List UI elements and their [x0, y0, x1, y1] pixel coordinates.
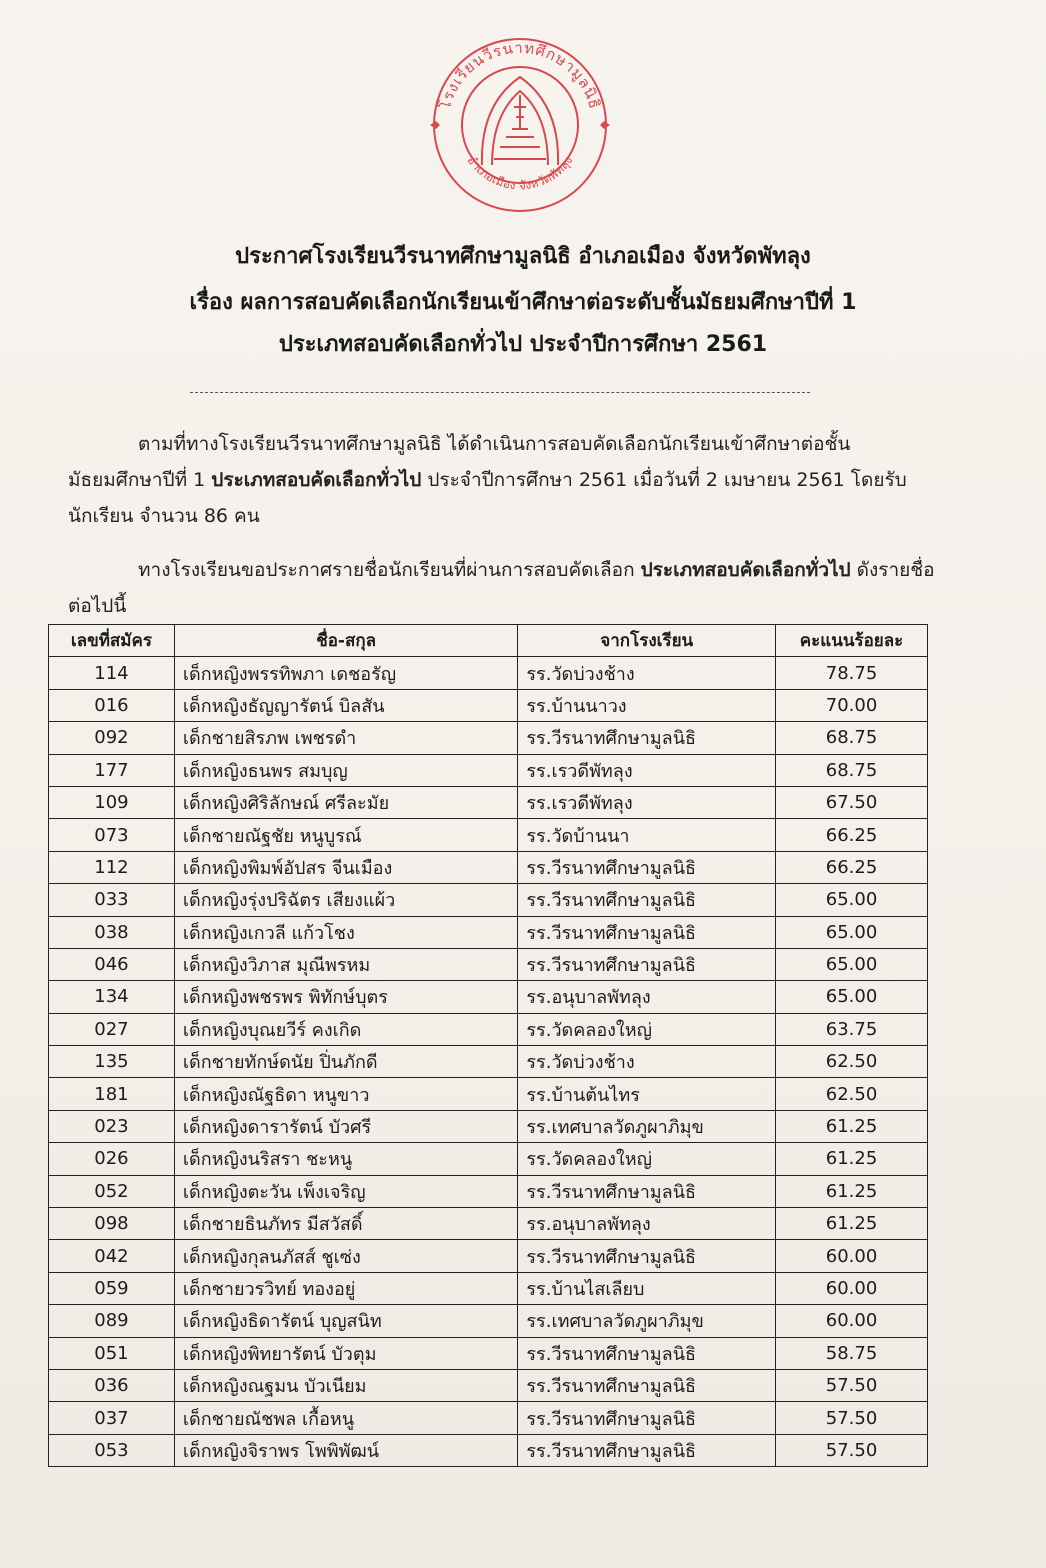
table-row	[49, 1402, 928, 1434]
applicant-no-cell: 038	[49, 916, 175, 948]
score-cell: 68.75	[776, 722, 928, 754]
score-cell: 57.50	[776, 1434, 928, 1466]
table-row	[49, 1434, 928, 1466]
student-name-cell: เด็กหญิงจิราพร โพพิพัฒน์	[174, 1434, 518, 1466]
student-name-cell: เด็กหญิงวิภาส มุณีพรหม	[174, 948, 518, 980]
applicant-no-cell: 016	[49, 689, 175, 721]
applicant-no-cell: 052	[49, 1175, 175, 1207]
student-name-cell: เด็กหญิงพิมพ์อัปสร จีนเมือง	[174, 851, 518, 883]
student-name-cell: เด็กหญิงดารารัตน์ บัวศรี	[174, 1110, 518, 1142]
school-cell: รร.เทศบาลวัดภูผาภิมุข	[518, 1305, 776, 1337]
header-score-percent: คะแนนร้อยละ	[776, 625, 928, 657]
applicant-no-cell: 026	[49, 1143, 175, 1175]
applicant-no-cell: 053	[49, 1434, 175, 1466]
student-name-cell: เด็กชายสิรภพ เพชรดำ	[174, 722, 518, 754]
score-cell: 60.00	[776, 1272, 928, 1304]
dashed-divider	[190, 392, 810, 393]
table-row	[49, 916, 928, 948]
score-cell: 57.50	[776, 1402, 928, 1434]
school-cell: รร.วีรนาทศึกษามูลนิธิ	[518, 722, 776, 754]
heading-line-1: ประกาศโรงเรียนวีรนาทศึกษามูลนิธิ อำเภอเมือง จังหวัดพัทลุง	[235, 244, 811, 269]
applicant-no-cell: 098	[49, 1208, 175, 1240]
table-row	[49, 1046, 928, 1078]
applicant-no-cell: 089	[49, 1305, 175, 1337]
paragraph-1-bold: ประเภทสอบคัดเลือกทั่วไป	[211, 469, 422, 491]
school-cell: รร.วัดบ่วงช้าง	[518, 1046, 776, 1078]
applicant-no-cell: 073	[49, 819, 175, 851]
school-cell: รร.บ้านนาวง	[518, 689, 776, 721]
school-cell: รร.วัดคลองใหญ่	[518, 1013, 776, 1045]
table-row	[49, 786, 928, 818]
student-name-cell: เด็กหญิงกุลนภัสส์ ชูเซ่ง	[174, 1240, 518, 1272]
score-cell: 65.00	[776, 884, 928, 916]
table-row	[49, 754, 928, 786]
table-row	[49, 884, 928, 916]
header-applicant-no: เลขที่สมัคร	[49, 625, 175, 657]
table-row	[49, 1013, 928, 1045]
table-row	[49, 722, 928, 754]
score-cell: 58.75	[776, 1337, 928, 1369]
table-row	[49, 1110, 928, 1142]
school-cell: รร.บ้านไสเลียบ	[518, 1272, 776, 1304]
applicant-no-cell: 023	[49, 1110, 175, 1142]
table-row	[49, 689, 928, 721]
student-name-cell: เด็กหญิงพิทยารัตน์ บัวตุม	[174, 1337, 518, 1369]
applicant-no-cell: 042	[49, 1240, 175, 1272]
student-name-cell: เด็กหญิงตะวัน เพ็งเจริญ	[174, 1175, 518, 1207]
school-cell: รร.อนุบาลพัทลุง	[518, 1208, 776, 1240]
student-name-cell: เด็กหญิงรุ่งปริฉัตร เสียงแผ้ว	[174, 884, 518, 916]
applicant-no-cell: 027	[49, 1013, 175, 1045]
applicant-no-cell: 046	[49, 948, 175, 980]
student-name-cell: เด็กหญิงเกวลี แก้วโชง	[174, 916, 518, 948]
applicant-no-cell: 033	[49, 884, 175, 916]
header-from-school: จากโรงเรียน	[518, 625, 776, 657]
heading-line-3: ประเภทสอบคัดเลือกทั่วไป ประจำปีการศึกษา 2561	[278, 332, 768, 357]
applicant-no-cell: 177	[49, 754, 175, 786]
school-cell: รร.วัดบ้านนา	[518, 819, 776, 851]
student-name-cell: เด็กหญิงนริสรา ชะหนู	[174, 1143, 518, 1175]
school-cell: รร.วีรนาทศึกษามูลนิธิ	[518, 884, 776, 916]
score-cell: 63.75	[776, 1013, 928, 1045]
score-cell: 65.00	[776, 948, 928, 980]
school-cell: รร.วีรนาทศึกษามูลนิธิ	[518, 1240, 776, 1272]
student-name-cell: เด็กหญิงพรรทิพภา เดชอรัญ	[174, 657, 518, 689]
school-cell: รร.วีรนาทศึกษามูลนิธิ	[518, 916, 776, 948]
applicant-no-cell: 036	[49, 1369, 175, 1401]
score-cell: 61.25	[776, 1110, 928, 1142]
table-header-row	[49, 625, 928, 657]
applicant-no-cell: 134	[49, 981, 175, 1013]
score-cell: 65.00	[776, 916, 928, 948]
applicant-no-cell: 037	[49, 1402, 175, 1434]
applicant-no-cell: 092	[49, 722, 175, 754]
score-cell: 60.00	[776, 1305, 928, 1337]
score-cell: 62.50	[776, 1046, 928, 1078]
svg-text:อำเภอเมือง จังหวัดพัทลุง: อำเภอเมือง จังหวัดพัทลุง	[464, 153, 576, 193]
student-name-cell: เด็กชายวรวิทย์ ทองอยู่	[174, 1272, 518, 1304]
header-full-name: ชื่อ-สกุล	[174, 625, 518, 657]
school-cell: รร.วีรนาทศึกษามูลนิธิ	[518, 1434, 776, 1466]
table-row	[49, 657, 928, 689]
school-cell: รร.วีรนาทศึกษามูลนิธิ	[518, 1337, 776, 1369]
school-cell: รร.วีรนาทศึกษามูลนิธิ	[518, 948, 776, 980]
school-cell: รร.วีรนาทศึกษามูลนิธิ	[518, 851, 776, 883]
score-cell: 70.00	[776, 689, 928, 721]
score-cell: 60.00	[776, 1240, 928, 1272]
student-name-cell: เด็กชายทักษ์ดนัย ปิ่นภักดี	[174, 1046, 518, 1078]
school-cell: รร.บ้านต้นไทร	[518, 1078, 776, 1110]
school-cell: รร.วีรนาทศึกษามูลนิธิ	[518, 1402, 776, 1434]
student-name-cell: เด็กหญิงพชรพร พิทักษ์บุตร	[174, 981, 518, 1013]
table-row	[49, 1175, 928, 1207]
applicant-no-cell: 112	[49, 851, 175, 883]
score-cell: 78.75	[776, 657, 928, 689]
table-row	[49, 819, 928, 851]
school-cell: รร.วีรนาทศึกษามูลนิธิ	[518, 1369, 776, 1401]
paragraph-1-text-b: ประจำปีการศึกษา 2561 เมื่อวันที่ 2 เมษายน 2561 โดยรับนักเรียน จำนวน 86 คน	[68, 469, 907, 527]
student-name-cell: เด็กหญิงธนพร สมบุญ	[174, 754, 518, 786]
school-cell: รร.วัดบ่วงช้าง	[518, 657, 776, 689]
table-row	[49, 1337, 928, 1369]
applicant-no-cell: 114	[49, 657, 175, 689]
table-row	[49, 851, 928, 883]
school-cell: รร.เรวดีพัทลุง	[518, 786, 776, 818]
score-cell: 66.25	[776, 851, 928, 883]
heading-line-2: เรื่อง ผลการสอบคัดเลือกนักเรียนเข้าศึกษาต่อระดับชั้นมัธยมศึกษาปีที่ 1	[189, 290, 857, 315]
score-cell: 57.50	[776, 1369, 928, 1401]
table-row	[49, 1369, 928, 1401]
student-name-cell: เด็กหญิงบุณยวีร์ คงเกิด	[174, 1013, 518, 1045]
school-cell: รร.เทศบาลวัดภูผาภิมุข	[518, 1110, 776, 1142]
school-cell: รร.วัดคลองใหญ่	[518, 1143, 776, 1175]
table-row	[49, 1143, 928, 1175]
student-name-cell: เด็กชายณัฐชัย หนูบูรณ์	[174, 819, 518, 851]
paragraph-2	[68, 552, 938, 624]
table-row	[49, 948, 928, 980]
student-name-cell: เด็กชายธินภัทร มีสวัสดิ์	[174, 1208, 518, 1240]
score-cell: 61.25	[776, 1143, 928, 1175]
table-row	[49, 1240, 928, 1272]
score-cell: 67.50	[776, 786, 928, 818]
score-cell: 68.75	[776, 754, 928, 786]
table-row	[49, 1305, 928, 1337]
table-row	[49, 1208, 928, 1240]
student-name-cell: เด็กหญิงธัญญารัตน์ บิลสัน	[174, 689, 518, 721]
school-cell: รร.อนุบาลพัทลุง	[518, 981, 776, 1013]
applicant-no-cell: 109	[49, 786, 175, 818]
paragraph-1	[68, 426, 938, 534]
school-cell: รร.เรวดีพัทลุง	[518, 754, 776, 786]
applicant-no-cell: 135	[49, 1046, 175, 1078]
table-row	[49, 981, 928, 1013]
results-table	[48, 624, 928, 1467]
score-cell: 65.00	[776, 981, 928, 1013]
applicant-no-cell: 051	[49, 1337, 175, 1369]
student-name-cell: เด็กหญิงธิดารัตน์ บุญสนิท	[174, 1305, 518, 1337]
table-row	[49, 1078, 928, 1110]
paragraph-1-text-a: ตามที่ทางโรงเรียนวีรนาทศึกษามูลนิธิ ได้ดำเนินการสอบคัดเลือกนักเรียนเข้าศึกษาต่อชั้นมัธยมศึกษาปีที่ 1	[68, 433, 851, 491]
score-cell: 61.25	[776, 1208, 928, 1240]
score-cell: 61.25	[776, 1175, 928, 1207]
student-name-cell: เด็กหญิงณฐมน บัวเนียม	[174, 1369, 518, 1401]
student-name-cell: เด็กหญิงศิริลักษณ์ ศรีละมัย	[174, 786, 518, 818]
score-cell: 66.25	[776, 819, 928, 851]
student-name-cell: เด็กชายณัชพล เกื้อหนู	[174, 1402, 518, 1434]
student-name-cell: เด็กหญิงณัฐธิดา หนูขาว	[174, 1078, 518, 1110]
svg-text:โรงเรียนวีรนาทศึกษามูลนิธิ: โรงเรียนวีรนาทศึกษามูลนิธิ	[435, 38, 605, 112]
school-cell: รร.วีรนาทศึกษามูลนิธิ	[518, 1175, 776, 1207]
school-seal	[420, 25, 620, 225]
paragraph-2-text-b: ดังรายชื่อต่อไปนี้	[68, 559, 935, 617]
applicant-no-cell: 059	[49, 1272, 175, 1304]
table-row	[49, 1272, 928, 1304]
paragraph-2-bold: ประเภทสอบคัดเลือกทั่วไป	[640, 559, 851, 581]
paragraph-2-text-a: ทางโรงเรียนขอประกาศรายชื่อนักเรียนที่ผ่านการสอบคัดเลือก	[138, 559, 641, 581]
score-cell: 62.50	[776, 1078, 928, 1110]
applicant-no-cell: 181	[49, 1078, 175, 1110]
